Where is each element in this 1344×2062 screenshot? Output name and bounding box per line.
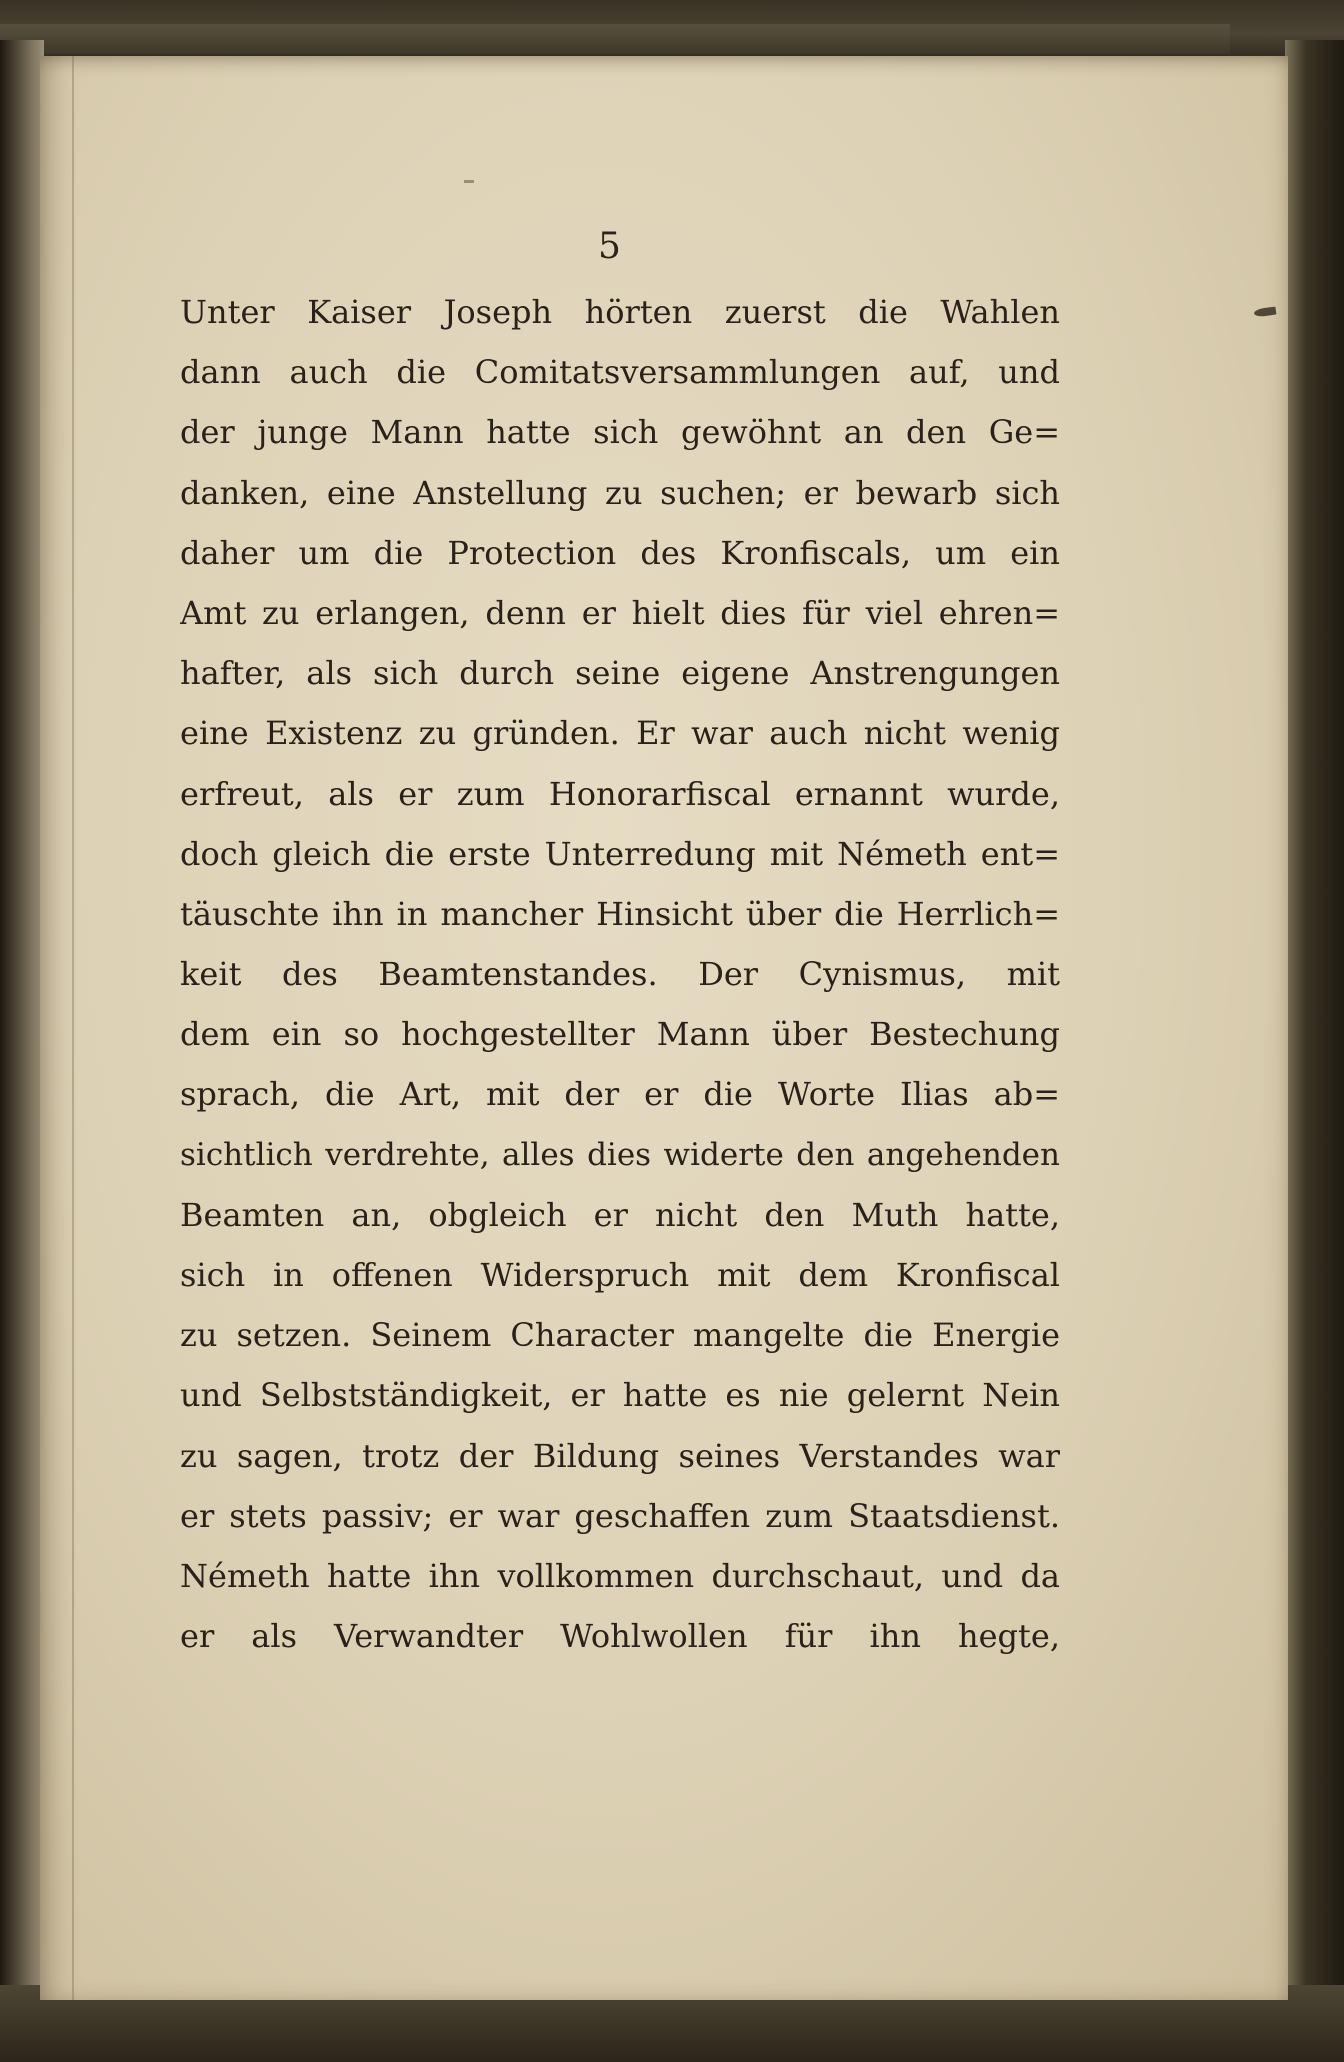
text-line: Amt zu erlangen, denn er hielt dies für viel ehren= [180,593,1060,632]
text-line: sprach, die Art, mit der er die Worte Ilias ab= [180,1075,1060,1114]
text-line: keit des Beamtenstandes. Der Cynismus, mit [180,955,1060,994]
text-line: der junge Mann hatte sich gewöhnt an den Ge= [180,413,1060,452]
text-line: danken, eine Anstellung zu suchen; er bewarb sich [180,473,1060,512]
text-line: sichtlich verdrehte, alles dies widerte den angehenden [180,1136,1060,1173]
text-line: sich in offenen Widerspruch mit dem Kronfiscal [180,1256,1060,1294]
page-sheet [40,56,1288,2000]
text-line: erfreut, als er zum Honorarfiscal ernannt wurde, [180,774,1060,813]
text-line: hafter, als sich durch seine eigene Anstrengungen [180,654,1060,693]
text-line: täuschte ihn in mancher Hinsicht über die Herrlich= [180,894,1060,933]
text-line: und Selbstständigkeit, er hatte es nie gelernt Nein [180,1376,1060,1415]
page-number: 5 [598,226,622,267]
paper-speck [464,180,474,183]
page-right-shadow [1285,40,1344,2062]
text-line: zu setzen. Seinem Character mangelte die Energie [180,1316,1060,1355]
book-cover-strip [0,24,1230,54]
text-line: eine Existenz zu gründen. Er war auch nicht wenig [180,714,1060,753]
body-text [180,282,1060,1666]
text-line: er stets passiv; er war geschaffen zum Staatsdienst. [180,1496,1060,1535]
text-line: er als Verwandter Wohlwollen für ihn hegte, [180,1617,1060,1656]
text-line: Beamten an, obgleich er nicht den Muth hatte, [180,1195,1060,1234]
text-line: daher um die Protection des Kronfiscals, um ein [180,533,1060,572]
book-spine-edge [0,40,44,2030]
gutter-line [72,56,74,2000]
text-line: doch gleich die erste Unterredung mit Németh ent= [180,834,1060,873]
text-line: dann auch die Comitatsversammlungen auf, und [180,353,1060,392]
text-line: dem ein so hochgestellter Mann über Bestechung [180,1015,1060,1054]
text-line: zu sagen, trotz der Bildung seines Verstandes war [180,1436,1060,1475]
text-line: Unter Kaiser Joseph hörten zuerst die Wahlen [180,293,1060,331]
text-line: Németh hatte ihn vollkommen durchschaut, und da [180,1556,1060,1595]
